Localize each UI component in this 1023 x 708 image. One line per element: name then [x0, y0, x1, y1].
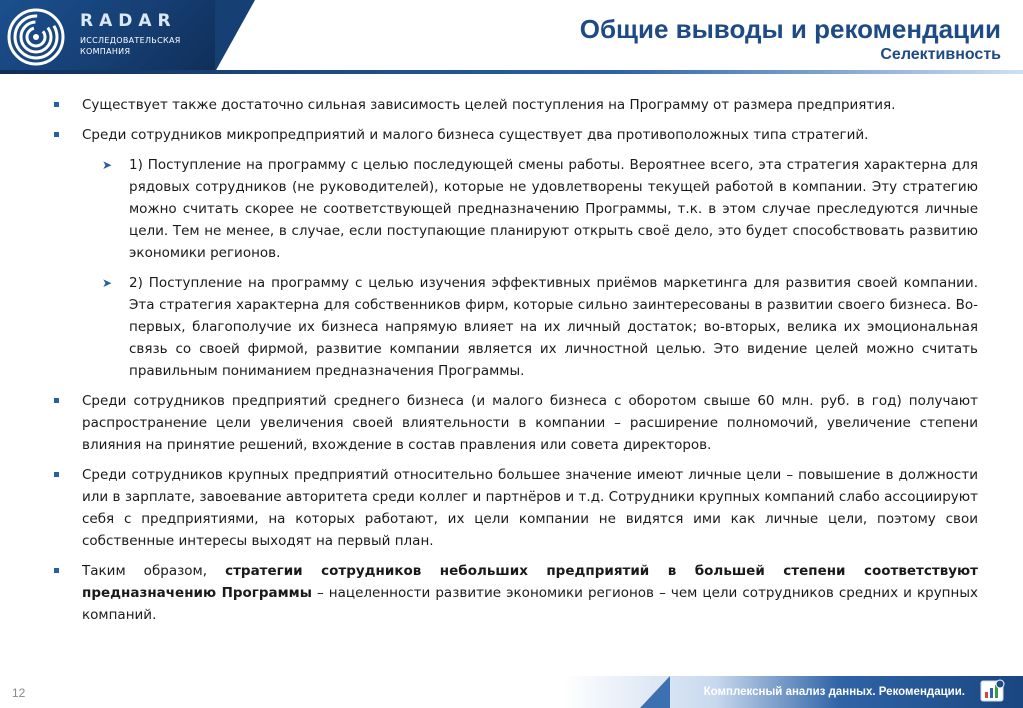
square-bullet-icon: [54, 132, 59, 137]
square-bullet-icon: [54, 568, 59, 573]
square-bullet-icon: [54, 472, 59, 477]
header-divider: [0, 70, 1023, 74]
conclusion-emphasis: стратегии сотрудников небольших предприятий в большей степени соответствуют предназначению Программы: [82, 563, 978, 601]
sub-bullet-item: [52, 272, 978, 382]
brand-block: [0, 0, 215, 72]
bullet-item: [52, 124, 978, 146]
conclusion-suffix: – нацеленности развитие экономики регионов – чем цели сотрудников средних и крупных компаний.: [82, 585, 978, 623]
bullet-text: Среди сотрудников микропредприятий и малого бизнеса существует два противоположных типа стратегий.: [82, 127, 869, 143]
sub-bullet-list: [52, 154, 978, 382]
footer-accent: [640, 676, 670, 708]
sub-bullet-item: [52, 154, 978, 264]
arrowhead-bullet-icon: ➤: [102, 276, 113, 290]
page-subtitle: Селективность: [880, 46, 1001, 63]
arrowhead-bullet-icon: ➤: [102, 158, 113, 172]
conclusion-bullet: [52, 560, 978, 626]
brand-subtitle-line-1: ИССЛЕДОВАТЕЛЬСКАЯ: [80, 36, 181, 45]
bullet-text: Среди сотрудников предприятий среднего бизнеса (и малого бизнеса с оборотом свыше 60 млн. руб. в год) получают распространение цели увеличения своей влиятельности в компании – расширение полномочий, увеличение степени влияния на принятие решений, вхождение в состав правления или совета директоров.: [82, 393, 978, 453]
bullet-item: [52, 94, 978, 116]
slide-content: [52, 94, 978, 634]
square-bullet-icon: [54, 398, 59, 403]
slide-header: [0, 0, 1023, 80]
sub-bullet-text: 2) Поступление на программу с целью изучения эффективных приёмов маркетинга для развития своей компании. Эта стратегия характерна для собственников фирм, которые сильно заинтересованы в развитии своего бизнеса. Во-первых, благополучие их бизнеса напрямую влияет на их личный достаток; во-вторых, велика их эмоциональная связь со своей фирмой, развитие компании является их личностной целью. Это видение целей можно считать правильным пониманием предназначения Программы.: [129, 275, 978, 379]
brand-name: RADAR: [80, 11, 177, 31]
bullet-text: Среди сотрудников крупных предприятий относительно большее значение имеют личные цели – повышение в должности или в зарплате, завоевание авторитета среди коллег и партнёров и т.д. Сотрудники крупных компаний слабо ассоциируют себя с предприятиями, на которых работают, их цели компании не видятся ими как личные цели, поэтому свои собственные интересы выходят на первый план.: [82, 467, 978, 549]
square-bullet-icon: [54, 102, 59, 107]
chart-report-icon: [979, 678, 1007, 704]
sub-bullet-text: 1) Поступление на программу с целью последующей смены работы. Вероятнее всего, эта стратегия характерна для рядовых сотрудников (не руководителей), которые не удовлетворены текущей работой в компании. Эту стратегию можно считать скорее не соответствующей предназначению Программы, т.к. в этом случае преследуются личные цели. Тем не менее, в случае, если поступающие планируют открыть своё дело, это будет способствовать развитию экономики регионов.: [129, 157, 978, 261]
radar-logo-icon: [6, 7, 66, 67]
bullet-item: [52, 464, 978, 552]
bullet-item: [52, 390, 978, 456]
brand-subtitle: [80, 35, 181, 57]
page-title: Общие выводы и рекомендации: [579, 14, 1001, 44]
page-number: 12: [12, 686, 26, 700]
conclusion-prefix: Таким образом,: [82, 563, 226, 579]
brand-subtitle-line-2: КОМПАНИЯ: [80, 47, 131, 56]
bullet-text: Существует также достаточно сильная зависимость целей поступления на Программу от размера предприятия.: [82, 97, 896, 113]
footer-tagline: Комплексный анализ данных. Рекомендации.: [703, 686, 965, 698]
